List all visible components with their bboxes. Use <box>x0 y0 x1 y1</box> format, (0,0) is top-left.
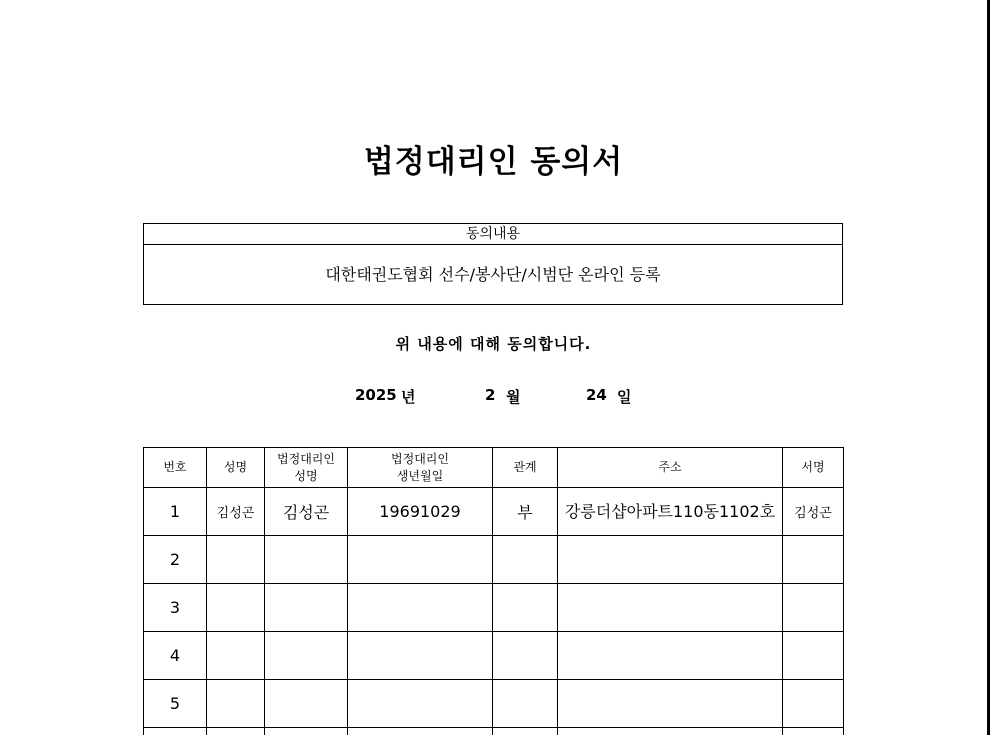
cell-address <box>558 728 783 735</box>
table-row <box>144 680 844 728</box>
header-name: 성명 <box>207 448 265 488</box>
header-guardian-name <box>265 448 348 488</box>
cell-guardian-name <box>265 632 348 680</box>
document-title: 법정대리인 동의서 <box>363 144 624 180</box>
header-guardian-birth-line2: 생년월일 <box>396 468 444 483</box>
consent-content: 대한태권도협회 선수/봉사단/시범단 온라인 등록 <box>325 265 661 284</box>
cell-number <box>144 728 207 735</box>
table-row <box>144 584 844 632</box>
cell-signature <box>783 584 844 632</box>
cell-guardian-birth <box>348 632 493 680</box>
cell-relation <box>493 536 558 584</box>
cell-name <box>207 632 265 680</box>
cell-number: 4 <box>144 632 207 680</box>
header-address: 주소 <box>558 448 783 488</box>
cell-relation <box>493 632 558 680</box>
cell-name <box>207 680 265 728</box>
header-signature: 서명 <box>783 448 844 488</box>
cell-number: 2 <box>144 536 207 584</box>
header-guardian-birth <box>348 448 493 488</box>
consent-box <box>143 223 843 305</box>
cell-name <box>207 536 265 584</box>
cell-guardian-birth <box>348 536 493 584</box>
table-row <box>144 536 844 584</box>
cell-relation <box>493 728 558 735</box>
date-day-unit: 일 <box>617 388 632 406</box>
cell-relation <box>493 680 558 728</box>
cell-signature <box>783 536 844 584</box>
date-month: 2 <box>485 386 496 404</box>
cell-address <box>558 536 783 584</box>
cell-signature <box>783 680 844 728</box>
cell-number: 1 <box>144 488 207 536</box>
cell-guardian-name <box>265 584 348 632</box>
table-header-row <box>144 448 844 488</box>
header-relation: 관계 <box>493 448 558 488</box>
date-day: 24 <box>586 386 607 404</box>
cell-address <box>558 680 783 728</box>
table-row <box>144 728 844 735</box>
cell-guardian-birth: 19691029 <box>348 488 493 536</box>
cell-guardian-name <box>265 536 348 584</box>
cell-guardian-birth <box>348 728 493 735</box>
header-guardian-name-line1: 법정대리인 <box>277 451 335 466</box>
cell-name <box>207 728 265 735</box>
signer-table <box>143 447 844 735</box>
cell-relation <box>493 584 558 632</box>
date-year: 2025 <box>355 386 397 404</box>
cell-signature <box>783 632 844 680</box>
cell-address: 강릉더샵아파트110동1102호 <box>558 488 783 536</box>
cell-name <box>207 584 265 632</box>
cell-address <box>558 584 783 632</box>
cell-guardian-name <box>265 680 348 728</box>
consent-header: 동의내용 <box>144 224 842 245</box>
cell-guardian-name: 김성곤 <box>265 488 348 536</box>
header-guardian-birth-line1: 법정대리인 <box>391 451 449 466</box>
header-guardian-name-line2: 성명 <box>294 468 318 483</box>
cell-name: 김성곤 <box>207 488 265 536</box>
cell-guardian-birth <box>348 680 493 728</box>
cell-number: 3 <box>144 584 207 632</box>
date-month-unit: 월 <box>506 388 521 406</box>
cell-signature: 김성곤 <box>783 488 844 536</box>
table-row <box>144 632 844 680</box>
cell-address <box>558 632 783 680</box>
cell-signature <box>783 728 844 735</box>
cell-guardian-name <box>265 728 348 735</box>
cell-relation: 부 <box>493 488 558 536</box>
date-year-unit: 년 <box>401 388 416 406</box>
cell-number: 5 <box>144 680 207 728</box>
agreement-text: 위 내용에 대해 동의합니다. <box>395 335 592 353</box>
header-number: 번호 <box>144 448 207 488</box>
cell-guardian-birth <box>348 584 493 632</box>
table-row <box>144 488 844 536</box>
